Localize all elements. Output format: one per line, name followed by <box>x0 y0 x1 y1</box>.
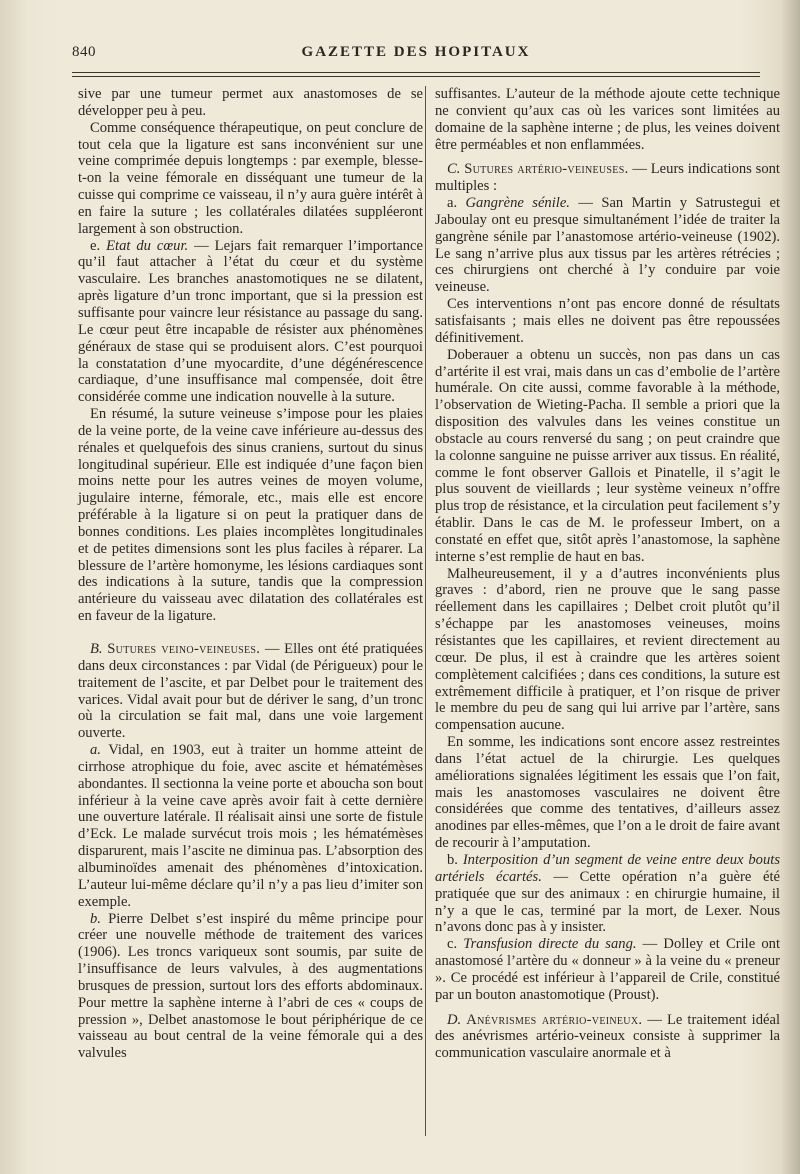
paragraph: Malheureusement, il y a d’autres inconvénients plus graves : d’abord, rien ne prouve que le sang passe réellement dans les capillaires ; Delbet croit plutôt qu’il s’échappe par les anastomoses veineuses, moins résistantes que les capillaires, et revient directement au cœur. De plus, il est à craindre que les artères soient complètement calcifiées ; dans ces conditions, la suture est extrêmement difficile à pratiquer, et l’on risque de priver le membre du peu de sang qui lui arrive par l’artère, sans compensation aucune. <box>435 565 780 734</box>
paragraph-text: — Le traitement idéal des anévrismes artério-veineux consiste à supprimer la communication vasculaire anormale et à <box>435 1011 781 1062</box>
paragraph <box>78 238 423 406</box>
section-heading: Sutures artério-veineuses. <box>464 161 629 178</box>
paragraph: suffisantes. L’auteur de la méthode ajoute cette technique ne convient qu’aux cas où les varices sont limitées au domaine de la saphène interne ; de plus, les veines doivent être perméables et non enflammées. <box>435 86 780 153</box>
paragraph-text: — Dolley et Crile ont anastomosé l’artère du « donneur » à la veine du « preneur ». Ce procédé est inférieur à l’appareil de Crile, constitué par un bouton anastomotique (Proust). <box>435 936 780 1003</box>
section-letter: D. <box>447 1011 467 1028</box>
item-letter: b. <box>447 851 463 868</box>
paragraph <box>78 742 423 910</box>
spacer <box>435 153 780 161</box>
item-letter: c. <box>447 936 464 953</box>
spacer <box>78 625 423 641</box>
paragraph-text: — Elles ont été pratiquées dans deux circonstances : par Vidal (de Périgueux) pour le traitement de l’ascite, et par Delbet pour le traitement des varices. Vidal avait pour but de dériver le sang, d’un tronc où la circulation se fait mal, dans une voie largement ouverte. <box>78 641 423 742</box>
section-letter: B. <box>90 641 108 657</box>
spacer <box>435 1004 780 1012</box>
paragraph-text: — Leurs indications sont multiples : <box>435 161 780 195</box>
paragraph: Doberauer a obtenu un succès, non pas dans un cas d’artérite il est vrai, mais dans un cas d’embolie de l’artère humérale. On cite aussi, comme favorable à la méthode, l’observation de Wieting-Pacha. Il semble a priori que la disposition des valvules dans les veines constitue un obstacle au cours renversé du sang ; on peut craindre que la colonne sanguine ne puisse arriver aux tissus. En réalité, comme le font observer Gallois et Pinatelle, il s’agit le plus souvent de vieillards ; leur système veineux n’offre plus trop de résistance, et la circulation peut facilement s’y établir. Dans le cas de M. le professeur Imbert, on a constaté en effet que, sitôt après l’anastomose, la saphène interne s’est remplie de haut en bas. <box>435 346 780 565</box>
item-letter: a. <box>447 195 466 212</box>
section-letter: C. <box>447 161 465 178</box>
paragraph-text: Vidal, en 1903, eut à traiter un homme atteint de cirrhose atrophique du foie, avec ascite et hématémèses abondantes. Il sectionna la veine porte et abouchа son bout inférieur à la veine cave après avoir fait à cette dernière une ouverture latérale. Il réalisait ainsi une sorte de fistule d’Eck. Le malade survécut trois mois ; les hématémèses disparurent, mais l’ascite ne diminua pas. L’absorption des albuminoïdes amenait des phénomènes d’intoxication. L’auteur lui-même déclare qu’il n’y a pas lieu d’imiter son exemple. <box>78 742 424 910</box>
section-title: Gangrène sénile. <box>465 195 570 212</box>
page-number: 840 <box>72 44 96 60</box>
paragraph <box>435 1012 780 1063</box>
paragraph: Comme conséquence thérapeutique, on peut conclure de tout cela que la ligature est sans inconvénient sur une veine comprimée depuis longtemps : par exemple, blesse-t-on la veine fémorale en disséquant une tumeur de la cuisse qui comprime ce vaisseau, il n’y aura guère intérêt à en faire la suture ; les collatérales dilatées suppléeront largement à son obstruction. <box>78 119 423 237</box>
journal-title: GAZETTE DES HOPITAUX <box>301 44 531 60</box>
paragraph-text: — Lejars fait remarquer l’importance qu’il faut attacher à l’état du cœur et du système vasculaire. Les branches anastomotiques ne se dilatent, après ligature d’un tronc important, que si la pression est suffisante pour vaincre leur résistance au passage du sang. Le cœur peut être incapable de résister aux phénomènes généraux de stase qui se produisent alors. C’est pourquoi la constatation d’une myocardite, d’une dégénérescence cardiaque, d’une insuffisance mal compensée, doit être considérée comme une indication nouvelle à la suture. <box>78 237 423 406</box>
paragraph: En somme, les indications sont encore assez restreintes dans l’état actuel de la chirurgie. Les quelques améliorations signalées légitiment les essais que l’on fait, mais les anastomoses vasculaires ne doivent être considérées que comme des tentatives, d’ailleurs assez anodines par elles-mêmes, que l’on a le droit de faire avant de recourir à l’amputation. <box>435 734 780 852</box>
paragraph <box>78 911 423 1063</box>
column-divider <box>425 86 426 1136</box>
paragraph <box>435 161 780 195</box>
section-title: Interposition d’un segment de veine entre deux bouts artériels écartés. <box>435 851 781 885</box>
paragraph-text: Pierre Delbet s’est inspiré du même principe pour créer une nouvelle méthode de traitement des varices (1906). Les troncs variqueux sont soumis, par suite de l’insuffisance de leurs valvules, à des augmentations brusques de pression, surtout lors des efforts abdominaux. Pour mettre la saphène interne à l’abri de ces « coups de pression », Delbet anastomose le bout périphérique de ce vaisseau au bout central de la veine fémorale qui a des valvules <box>78 910 423 1062</box>
section-heading: Sutures veino-veineuses. <box>107 641 261 657</box>
section-title: Transfusion directe du sang. <box>463 936 637 953</box>
paragraph: sive par une tumeur permet aux anastomoses de se développer peu à peu. <box>78 86 423 119</box>
header-rule <box>72 72 760 77</box>
item-letter: b. <box>90 910 109 927</box>
paragraph <box>435 936 780 1003</box>
section-heading: Anévrismes artério-veineux. <box>466 1011 643 1028</box>
item-letter: e. <box>90 237 107 254</box>
paragraph <box>78 641 423 742</box>
paragraph-text: — San Martin y Satrustegui et Jaboulay ont eu presque simultanément l’idée de traiter la gangrène sénile par l’anastomose artério-veineuse (1902). Le sang n’arrive plus aux tissus par les artères rétrécies ; ces chirurgiens ont cherché à l’y conduire par voie veineuse. <box>435 195 780 296</box>
right-column <box>435 86 780 1062</box>
paragraph: Ces interventions n’ont pas encore donné de résultats satisfaisants ; mais elles ne doivent pas être repoussées définitivement. <box>435 296 780 346</box>
paragraph <box>435 195 780 296</box>
paragraph <box>435 852 780 936</box>
left-column <box>78 86 423 1062</box>
paragraph: En résumé, la suture veineuse s’impose pour les plaies de la veine porte, de la veine cave inférieure au-dessus des rénales et quelquefois des sinus craniens, surtout du sinus longitudinal supérieur. Elle est indiquée d’une façon bien moins nette pour les autres veines de moyen volume, jugulaire interne, fémorale, etc., mais elle est encore préférable à la ligature si on peut la pratiquer dans de bonnes conditions. Les plaies incomplètes longitudinales et de petites dimensions sont les plus faciles à réparer. La blessure de l’artère homonyme, les lésions cardiaques sont des indications à la suture, tandis que la compression antérieure du vaisseau avec dilatation des collatérales est en faveur de la ligature. <box>78 406 423 625</box>
section-title: Etat du cœur. <box>106 237 189 254</box>
running-head <box>72 44 760 66</box>
item-letter: a. <box>90 742 109 759</box>
paragraph-text: — Cette opération n’a guère été pratiquée que sur des animaux : en chirurgie humaine, il n’y a que le cas, terminé par la mort, de Lexer. Nous n’avons donc pas à y insister. <box>435 868 780 936</box>
